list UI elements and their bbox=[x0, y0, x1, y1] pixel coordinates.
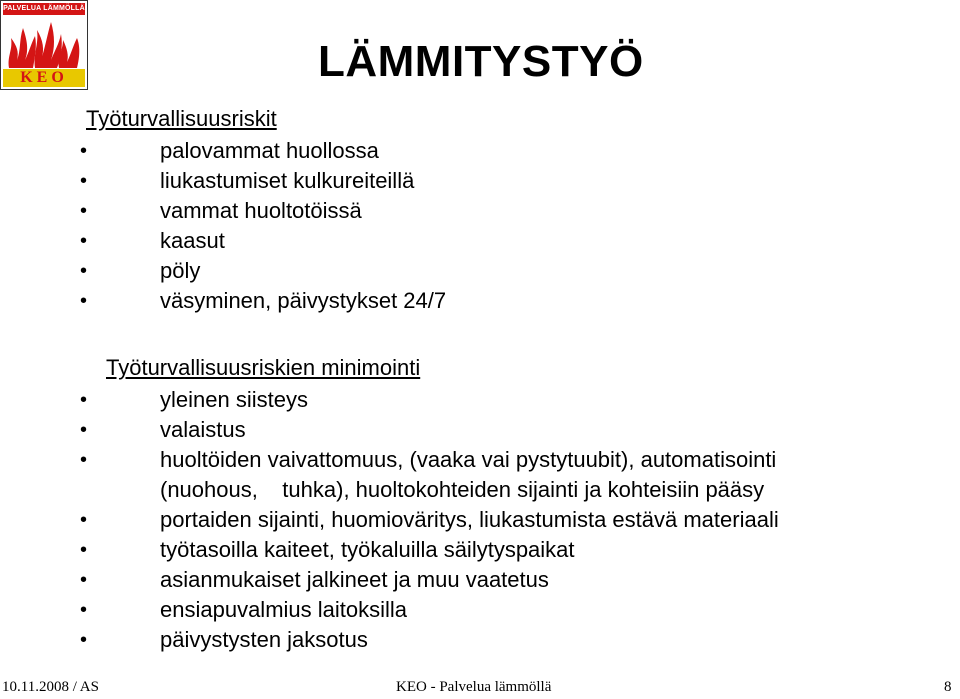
list-item-text: vammat huoltotöissä bbox=[160, 198, 362, 223]
list-item-text: ensiapuvalmius laitoksilla bbox=[160, 597, 408, 622]
flame-icon bbox=[5, 16, 85, 68]
bullet: • bbox=[80, 449, 88, 471]
list-item-text: liukastumiset kulkureiteillä bbox=[160, 168, 415, 193]
bullet: • bbox=[80, 140, 88, 162]
list-item bbox=[80, 415, 779, 445]
list-item-text: kaasut bbox=[160, 228, 225, 253]
list-item-text: työtasoilla kaiteet, työkaluilla säilytyspaikat bbox=[160, 537, 575, 562]
list-item bbox=[80, 196, 446, 226]
list-item bbox=[80, 136, 446, 166]
list-item bbox=[80, 595, 779, 625]
bullet: • bbox=[80, 230, 88, 252]
list-item-text: yleinen siisteys bbox=[160, 387, 308, 412]
list-item bbox=[80, 565, 779, 595]
logo-banner: PALVELUA LÄMMÖLLÄ bbox=[3, 3, 85, 15]
list-item-text: päivystysten jaksotus bbox=[160, 627, 368, 652]
list-item-text: pöly bbox=[160, 258, 201, 283]
bullet: • bbox=[80, 539, 88, 561]
bullet: • bbox=[80, 389, 88, 411]
list-item-text: (nuohous, tuhka), huoltokohteiden sijainti ja kohteisiin pääsy bbox=[160, 477, 765, 502]
bullet: • bbox=[80, 290, 88, 312]
list-item bbox=[80, 226, 446, 256]
keo-logo bbox=[0, 0, 88, 90]
list-item-text: portaiden sijainti, huomioväritys, liukastumista estävä materiaali bbox=[160, 507, 779, 532]
list-item bbox=[80, 535, 779, 565]
footer-date: 10.11.2008 / AS bbox=[2, 679, 99, 695]
logo-word: KEO bbox=[3, 69, 85, 87]
list-item bbox=[80, 445, 779, 475]
bullet: • bbox=[80, 509, 88, 531]
list-item-text: palovammat huollossa bbox=[160, 138, 379, 163]
list-item bbox=[80, 256, 446, 286]
minimization-list bbox=[80, 385, 779, 655]
bullet: • bbox=[80, 599, 88, 621]
page-title: LÄMMITYSTYÖ bbox=[318, 37, 644, 86]
risks-list bbox=[80, 136, 446, 316]
list-item-continuation bbox=[80, 475, 779, 505]
footer-center: KEO - Palvelua lämmöllä bbox=[396, 679, 552, 695]
footer-page-number: 8 bbox=[944, 679, 952, 695]
bullet: • bbox=[80, 200, 88, 222]
bullet: • bbox=[80, 260, 88, 282]
bullet: • bbox=[80, 419, 88, 441]
bullet: • bbox=[80, 170, 88, 192]
list-item-text: väsyminen, päivystykset 24/7 bbox=[160, 288, 447, 313]
list-item-text: valaistus bbox=[160, 417, 246, 442]
bullet: • bbox=[80, 629, 88, 651]
list-item bbox=[80, 505, 779, 535]
list-item-text: huoltöiden vaivattomuus, (vaaka vai pystytuubit), automatisointi bbox=[160, 447, 777, 472]
list-item bbox=[80, 166, 446, 196]
minimization-heading: Työturvallisuusriskien minimointi bbox=[106, 355, 421, 380]
list-item bbox=[80, 286, 446, 316]
bullet: • bbox=[80, 569, 88, 591]
list-item bbox=[80, 625, 779, 655]
list-item-text: asianmukaiset jalkineet ja muu vaatetus bbox=[160, 567, 549, 592]
risks-heading: Työturvallisuusriskit bbox=[86, 106, 277, 131]
list-item bbox=[80, 385, 779, 415]
